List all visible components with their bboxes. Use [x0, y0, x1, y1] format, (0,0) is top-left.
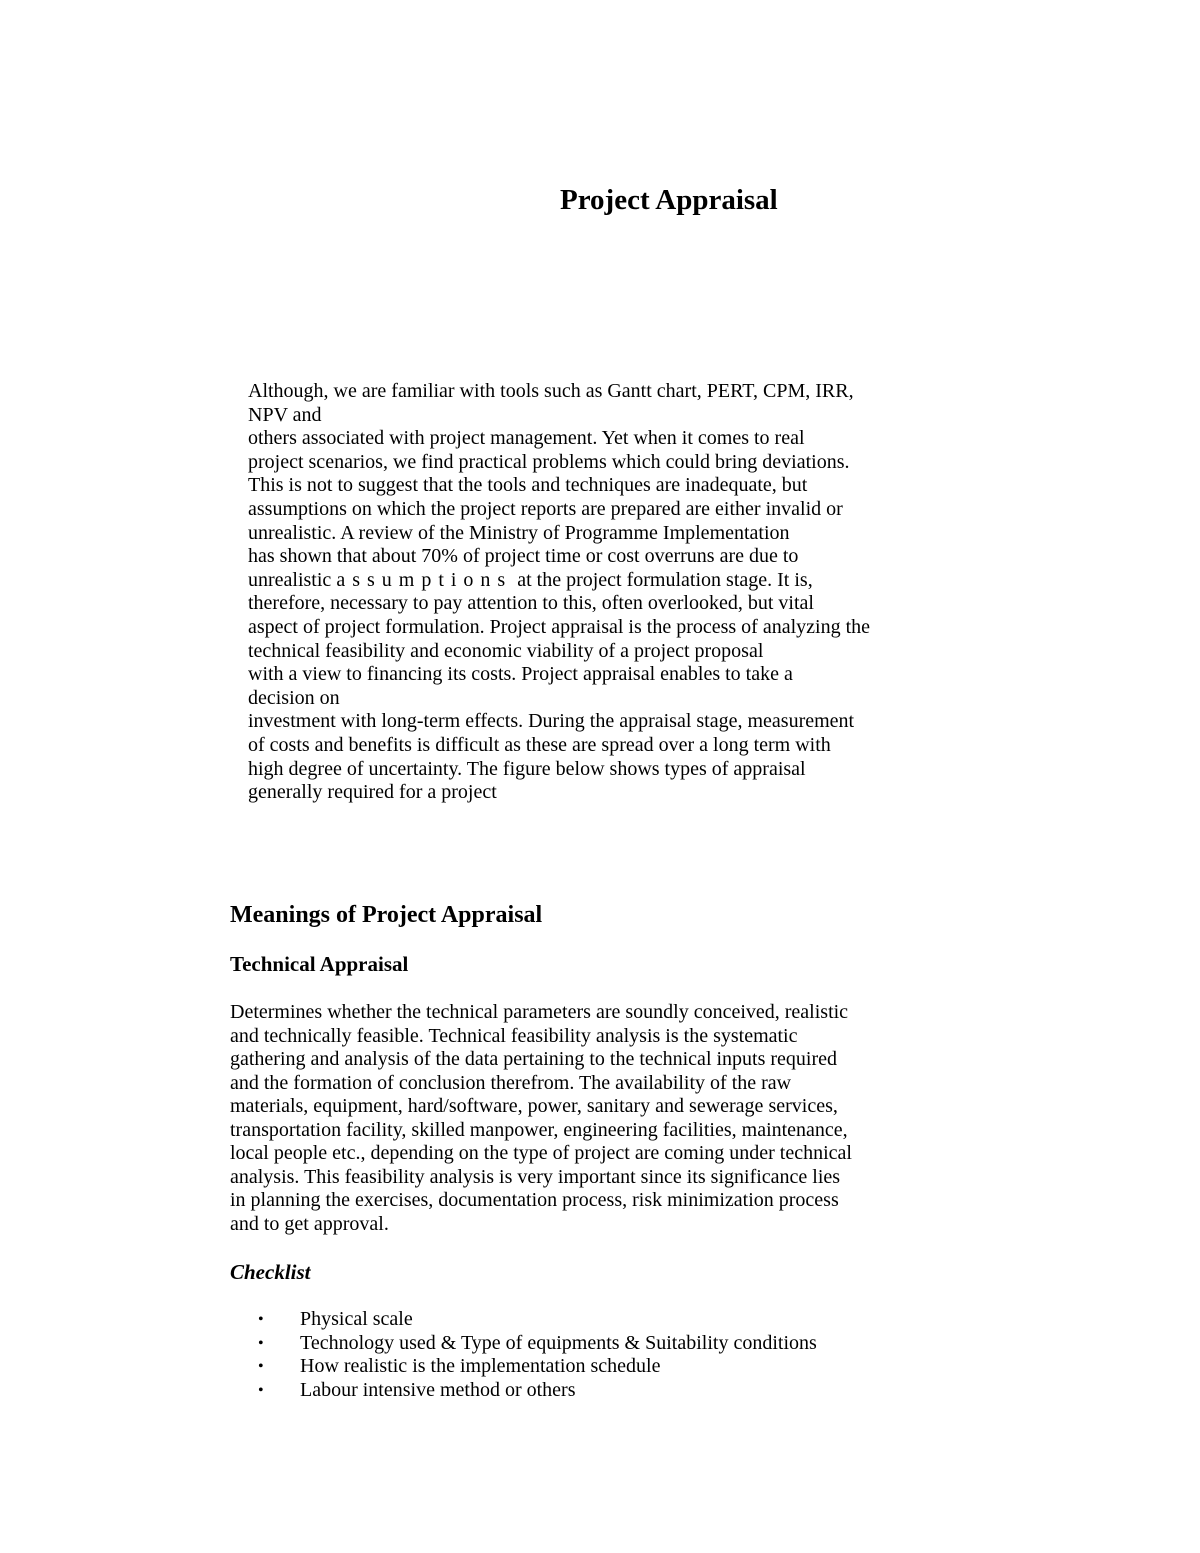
- bullet-icon: •: [258, 1311, 264, 1328]
- intro-line: has shown that about 70% of project time or cost overruns are due to: [248, 545, 799, 568]
- intro-line: therefore, necessary to pay attention to this, often overlooked, but vital: [248, 592, 814, 615]
- checklist: [258, 1308, 817, 1402]
- checklist-item: [258, 1308, 817, 1332]
- intro-line: of costs and benefits is difficult as these are spread over a long term with: [248, 733, 831, 756]
- body-line: gathering and analysis of the data pertaining to the technical inputs required: [230, 1048, 838, 1070]
- checklist-item-text: How realistic is the implementation schedule: [300, 1355, 661, 1377]
- body-line: and to get approval.: [230, 1212, 389, 1235]
- intro-line: Although, we are familiar with tools such as Gantt chart, PERT, CPM, IRR,: [248, 380, 854, 402]
- intro-line: aspect of project formulation. Project appraisal is the process of analyzing the: [248, 615, 871, 638]
- intro-line: technical feasibility and economic viability of a project proposal: [248, 639, 764, 662]
- body-line: and technically feasible. Technical feasibility analysis is the systematic: [230, 1024, 798, 1047]
- intro-line: NPV and: [248, 403, 322, 426]
- intro-line: [248, 569, 1028, 593]
- checklist-heading: Checklist: [230, 1260, 311, 1284]
- body-line: Determines whether the technical parameters are soundly conceived, realistic: [230, 1001, 849, 1023]
- intro-line: with a view to financing its costs. Project appraisal enables to take a: [248, 663, 793, 686]
- body-line: analysis. This feasibility analysis is very important since its significance lies: [230, 1165, 841, 1188]
- body-line: in planning the exercises, documentation process, risk minimization process: [230, 1189, 839, 1211]
- spaced-word: assumptions: [336, 568, 513, 591]
- checklist-item-text: Technology used & Type of equipments & Suitability conditions: [300, 1331, 817, 1354]
- checklist-item: [258, 1332, 817, 1356]
- intro-line: high degree of uncertainty. The figure below shows types of appraisal: [248, 757, 806, 780]
- technical-appraisal-paragraph: [230, 1001, 990, 1236]
- intro-line: investment with long-term effects. During the appraisal stage, measurement: [248, 710, 855, 733]
- body-line: materials, equipment, hard/software, power, sanitary and sewerage services,: [230, 1095, 838, 1117]
- bullet-icon: •: [258, 1381, 264, 1399]
- checklist-item: [258, 1379, 817, 1403]
- intro-line: generally required for a project: [248, 781, 497, 804]
- body-line: local people etc., depending on the type of project are coming under technical: [230, 1142, 852, 1164]
- section-heading: Meanings of Project Appraisal: [230, 902, 543, 928]
- intro-line-end: at the project formulation stage. It is,: [517, 568, 813, 591]
- subsection-heading: Technical Appraisal: [230, 952, 409, 976]
- body-line: and the formation of conclusion therefrom. The availability of the raw: [230, 1071, 792, 1094]
- checklist-item-text: Labour intensive method or others: [300, 1378, 576, 1401]
- bullet-icon: •: [258, 1358, 264, 1375]
- intro-line: This is not to suggest that the tools and techniques are inadequate, but: [248, 474, 808, 497]
- checklist-item: [258, 1355, 817, 1379]
- body-line: transportation facility, skilled manpower, engineering facilities, maintenance,: [230, 1118, 848, 1141]
- intro-line: assumptions on which the project reports are prepared are either invalid or: [248, 497, 843, 520]
- intro-paragraph: [248, 380, 1028, 805]
- page-title: Project Appraisal: [560, 184, 778, 216]
- intro-line: decision on: [248, 686, 340, 709]
- intro-line: unrealistic. A review of the Ministry of Programme Implementation: [248, 521, 790, 544]
- bullet-icon: •: [258, 1334, 264, 1352]
- intro-line-start: unrealistic: [248, 568, 332, 591]
- checklist-item-text: Physical scale: [300, 1308, 413, 1330]
- intro-line: others associated with project management. Yet when it comes to real: [248, 427, 805, 450]
- intro-line: project scenarios, we find practical problems which could bring deviations.: [248, 450, 850, 473]
